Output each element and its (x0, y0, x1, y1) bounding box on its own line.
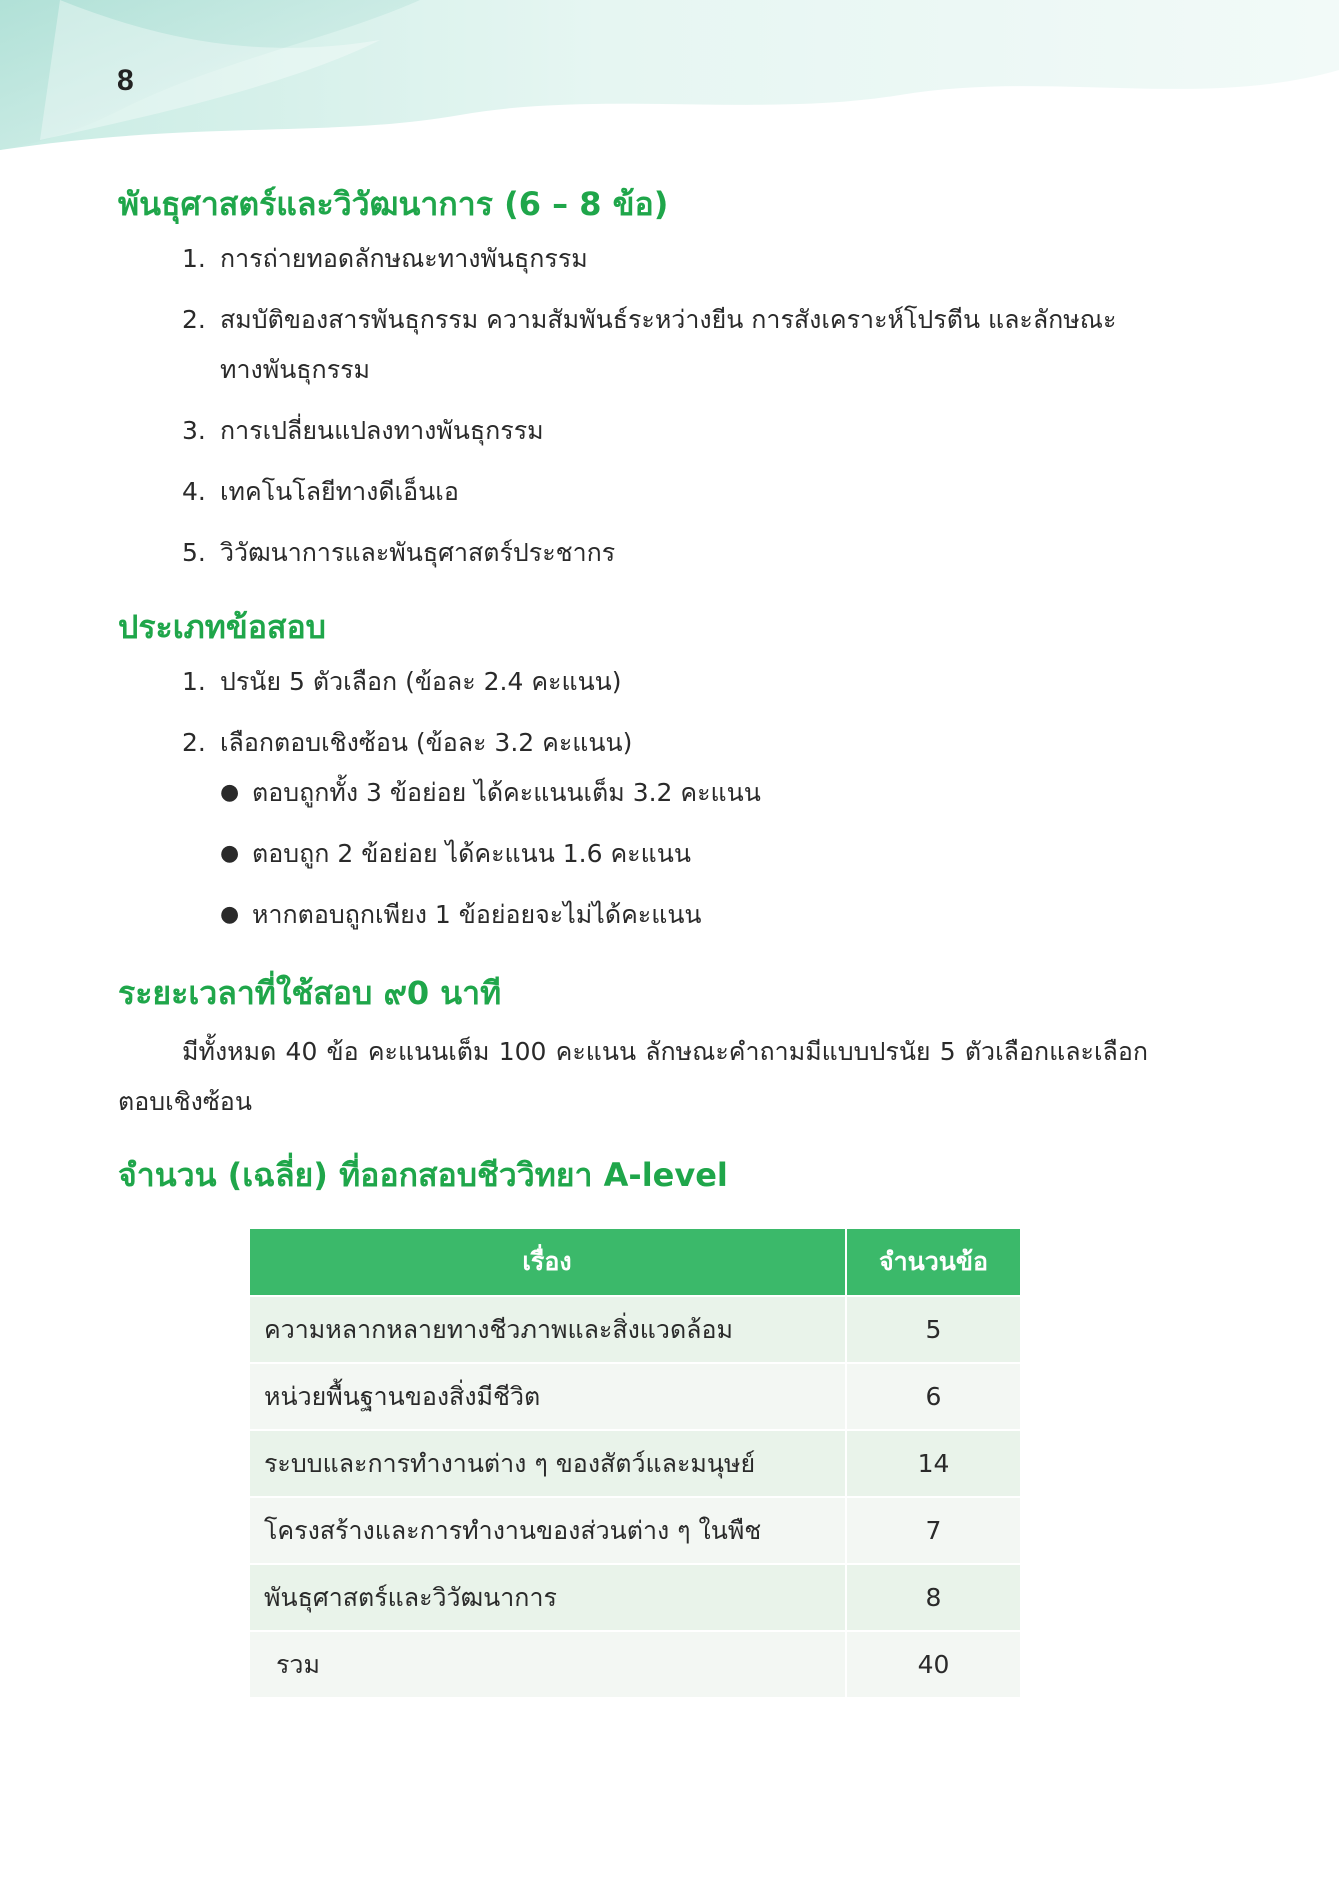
cell-count: 8 (845, 1563, 1020, 1630)
list-item: 2. เลือกตอบเชิงซ้อน (ข้อละ 3.2 คะแนน) ● ตอบถูกทั้ง 3 ข้อย่อย ได้คะแนนเต็ม 3.2 คะแนน ● ตอบถูก 2 ข้อย่อย ได้คะแนน 1.6 คะแนน ● หากตอบถูกเพียง 1 ข้อย่อยจะไม่ได้คะแนน (182, 718, 1228, 940)
bullet-item: ● ตอบถูก 2 ข้อย่อย ได้คะแนน 1.6 คะแนน (252, 829, 1228, 879)
page-content (118, 178, 1228, 1697)
bullet-item: ● ตอบถูกทั้ง 3 ข้อย่อย ได้คะแนนเต็ม 3.2 คะแนน (252, 768, 1228, 818)
section-heading-duration: ระยะเวลาที่ใช้สอบ ๙0 นาที (118, 974, 502, 1012)
bullet-dot-icon: ● (220, 780, 240, 805)
cell-count: 14 (845, 1429, 1020, 1496)
bullet-dot-icon: ● (220, 902, 240, 927)
list-item: 1. ปรนัย 5 ตัวเลือก (ข้อละ 2.4 คะแนน) (182, 667, 622, 696)
cell-topic: ระบบและการทำงานต่าง ๆ ของสัตว์และมนุษย์ (250, 1429, 845, 1496)
cell-total-count: 40 (845, 1630, 1020, 1697)
header-count: จำนวนข้อ (845, 1229, 1020, 1295)
page-number: 8 (117, 64, 134, 97)
cell-topic: ความหลากหลายทางชีวภาพและสิ่งแวดล้อม (250, 1295, 845, 1362)
list-item: 3. การเปลี่ยนแปลงทางพันธุกรรม (182, 416, 544, 445)
genetics-topic-list (118, 234, 1228, 578)
table-total-row (250, 1630, 1020, 1697)
table-row (250, 1429, 1020, 1496)
section-heading-exam-type: ประเภทข้อสอบ (118, 608, 326, 646)
cell-topic: หน่วยพื้นฐานของสิ่งมีชีวิต (250, 1362, 845, 1429)
cell-topic: พันธุศาสตร์และวิวัฒนาการ (250, 1563, 845, 1630)
list-item: 5. วิวัฒนาการและพันธุศาสตร์ประชากร (182, 538, 616, 567)
table-row (250, 1496, 1020, 1563)
cell-topic: โครงสร้างและการทำงานของส่วนต่าง ๆ ในพืช (250, 1496, 845, 1563)
list-item: 4. เทคโนโลยีทางดีเอ็นเอ (182, 477, 459, 506)
table-row (250, 1362, 1020, 1429)
cell-total-label: รวม (250, 1630, 845, 1697)
table-row (250, 1563, 1020, 1630)
table-header-row (250, 1229, 1020, 1295)
section-heading-genetics: พันธุศาสตร์และวิวัฒนาการ (6 – 8 ข้อ) (118, 185, 669, 223)
exam-type-list (118, 657, 1228, 940)
header-topic: เรื่อง (250, 1229, 845, 1295)
bullet-item: ● หากตอบถูกเพียง 1 ข้อย่อยจะไม่ได้คะแนน (252, 890, 1228, 940)
table-row (250, 1295, 1020, 1362)
cell-count: 7 (845, 1496, 1020, 1563)
bullet-dot-icon: ● (220, 841, 240, 866)
duration-paragraph: มีทั้งหมด 40 ข้อ คะแนนเต็ม 100 คะแนน ลักษณะคำถามมีแบบปรนัย 5 ตัวเลือกและเลือกตอบเชิงซ้อน (118, 1037, 1148, 1116)
cell-count: 6 (845, 1362, 1020, 1429)
section-heading-average: จำนวน (เฉลี่ย) ที่ออกสอบชีววิทยา A-level (118, 1156, 728, 1194)
scoring-bullet-list (220, 768, 1228, 940)
list-item: 1. การถ่ายทอดลักษณะทางพันธุกรรม (182, 244, 588, 273)
exam-topic-table (250, 1229, 1020, 1697)
header-wave-decoration (0, 0, 1339, 170)
list-item: 2. สมบัติของสารพันธุกรรม ความสัมพันธ์ระหว่างยีน การสังเคราะห์โปรตีน และลักษณะ ทางพันธุกรรม (182, 305, 1117, 384)
cell-count: 5 (845, 1295, 1020, 1362)
